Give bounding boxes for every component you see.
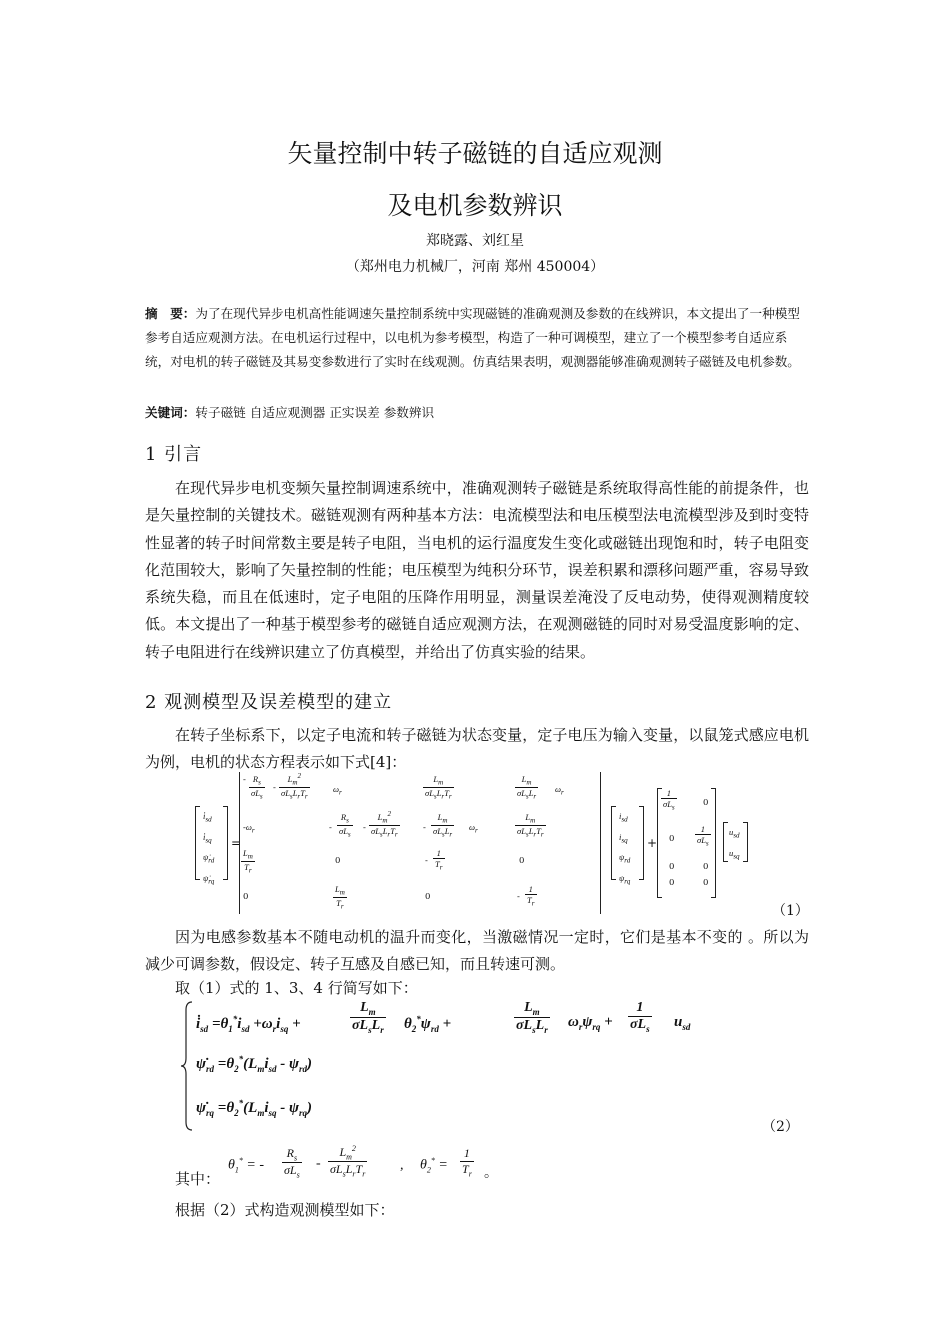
eq1-state-vector: $i_{sd}$ $i_{sq}$ $\psi_{rd}$ $\psi_{rq}$ (619, 811, 631, 886)
equation-2: $i̇_{sd} =\theta_1^*i_{sd} +\omega_ri_{sq}$ + $L_m$ $\sigma L_sL_r$ $\theta_2^*\psi_{rd}$ + $L_m$ $\sigma L_sL_r$ $\omega_r\psi_{rq}$ + 1 $\sigma L_s$ $u_{sd}$ $\psi̇_{rd} =\theta_2^*(L_mi_{sd} - \psi_{rd})$ $\psi̇_{rq} =\theta_2^*(L_mi_{sq} - \psi_{rq})$ (180, 1000, 740, 1132)
section2-paragraph1: 在转子坐标系下，以定子电流和转子磁链为状态变量，定子电压为输入变量，以鼠笼式感应电机为例，电机的状态方程表示如下式[4]： (145, 726, 809, 772)
where-end: 。 (484, 1165, 498, 1181)
abstract (145, 302, 809, 374)
section1-body (145, 475, 809, 666)
equation-1: $i̇_{sd}$ $i̇_{sq}$ $\psi̇_{rd}$ $\psi̇_{rq}$ = - $R_s$ $\sigma L_s$ - $L_m^2$ $\sigma L_sL_rT_r$ $\omega_r$ $L_m$ $\sigma L_sL_rT_r$ $L_m$ $\sigma L_sL_r$ $\omega_r$ $-\omega_r$ - $R_s$ $\sigma L_s$ - $L_m^2$ $\sigma L_sL_rT_r$ - $L_m$ $\sigma L_sL_r$ $\omega_r$ $L_m$ $\sigma L_sL_rT_r$ $\frac{L_m}{T_r}$ 0 - $\frac{1}{T_r}$ 0 0 $\frac{L_m}{T_r}$ 0 - $\frac{1}{T_r}$ $i_{sd}$ $i_{sq}$ $\psi_{rd}$ $\psi_{rq}$ + 1 $\sigma L_s$ 0 0 1 $\sigma L_s$ 0 0 0 0 $u_{sd}$ $u_{sq}$ (195, 772, 815, 918)
where-label: 其中： (175, 1170, 221, 1188)
keywords-label: 关键词： (145, 405, 196, 420)
paper-title-line2: 及电机参数辨识 (387, 191, 563, 220)
eq1-number: （1） (772, 903, 809, 919)
section2-paragraph4: 根据（2）式构造观测模型如下： (175, 1201, 395, 1219)
eq1-lhs-vector: $i̇_{sd}$ $i̇_{sq}$ $\psi̇_{rd}$ $\psi̇_{rq}$ (203, 811, 215, 886)
authors: 郑晓露、刘红星 (426, 233, 524, 249)
where-definitions: $\theta_1^*$ = - $R_s$ $\sigma L_s$ - $L_m^2$ $\sigma L_sL_rT_r$ , $\theta_2^*$ = $\frac{1}{T_r}$ 。 (228, 1144, 498, 1181)
section2-body4 (175, 1197, 395, 1224)
eq1-input-vector: $u_{sd}$ $u_{sq}$ (729, 827, 740, 861)
section2-heading: 2 观测模型及误差模型的建立 (145, 692, 393, 713)
section1-paragraph: 在现代异步电机变频矢量控制调速系统中，准确观测转子磁链是系统取得高性能的前提条件，也是矢量控制的关键技术。磁链观测有两种基本方法：电流模型法和电压模型法电流模型涉及到时变特性显著的转子时间常数主要是转子电阻，当电机的运行温度发生变化或磁链出现饱和时，转子电阻变化范围较大，影响了矢量控制的性能；电压模型为纯积分环节，误差积累和漂移问题严重，容易导致系统失稳，而且在低速时，定子电阻的压降作用明显，测量误差淹没了反电动势，使得观测精度较低。本文提出了一种基于模型参考的磁链自适应观测方法，在观测磁链的同时对易受温度影响的定、转子电阻进行在线辨识建立了仿真模型，并给出了仿真实验的结果。 (145, 479, 809, 661)
abstract-text: 为了在现代异步电机高性能调速矢量控制系统中实现磁链的准确观测及参数的在线辨识，本文提出了一种模型参考自适应观测方法。在电机运行过程中，以电机为参考模型，构造了一种可调模型，建立了一个模型参考自适应系统，对电机的转子磁链及其易变参数进行了实时在线观测。仿真结果表明，观测器能够准确观测转子磁链及电机参数。 (145, 306, 800, 369)
eq2-number: （2） (762, 1119, 799, 1135)
section2-body3 (175, 975, 418, 1002)
affiliation: （郑州电力机械厂，河南 郑州 450004） (345, 259, 605, 275)
section2-body2 (145, 924, 809, 979)
section2-paragraph2: 因为电感参数基本不随电动机的温升而变化，当激磁情况一定时，它们是基本不变的 。所以为减少可调参数，假设定、转子互感及自感已知，而且转速可测。 (145, 928, 809, 974)
section1-heading: 1 引言 (145, 444, 203, 465)
abstract-label: 摘 要： (145, 306, 196, 321)
keywords-text: 转子磁链 自适应观测器 正实误差 参数辨识 (195, 405, 435, 420)
keywords (145, 402, 434, 421)
paper-title-line1: 矢量控制中转子磁链的自适应观测 (287, 139, 663, 168)
section2-paragraph3: 取（1）式的 1、3、4 行简写如下： (175, 979, 418, 997)
eq2-left-brace (180, 1000, 194, 1132)
section2-body1 (145, 722, 809, 777)
